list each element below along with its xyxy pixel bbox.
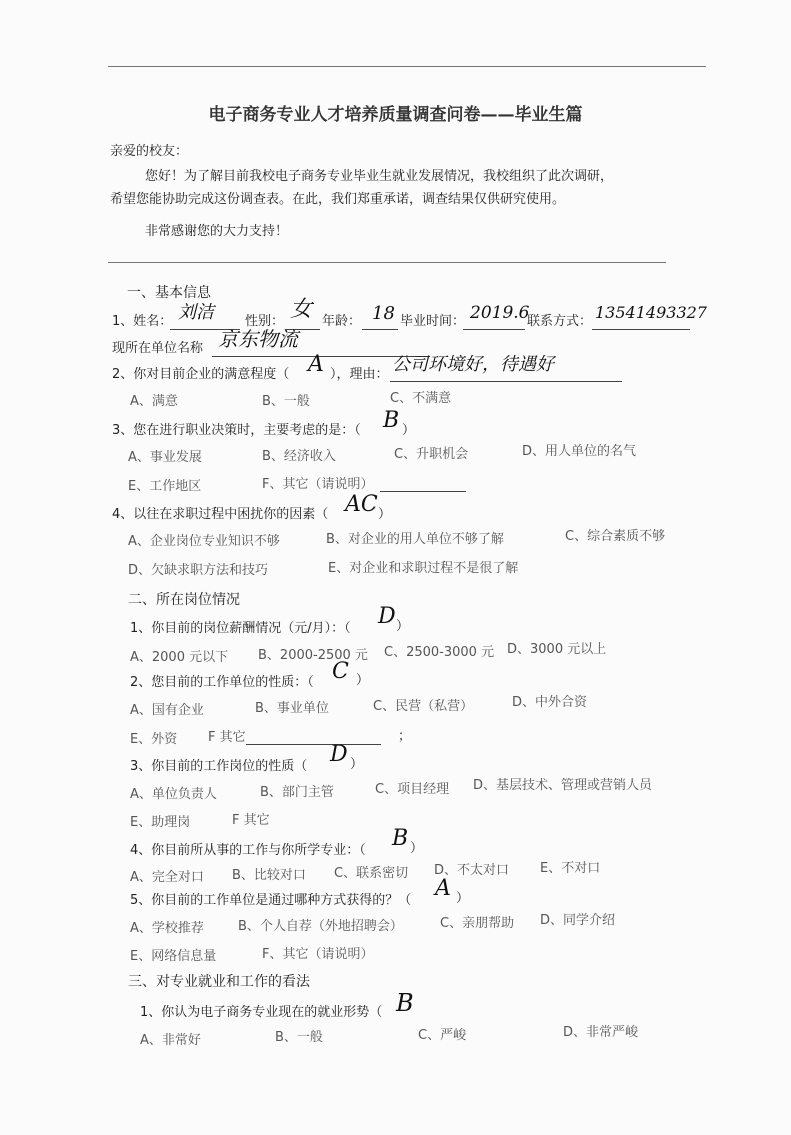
s2q3-option-d: D、基层技术、管理或营销人员: [473, 778, 653, 793]
s2q5-text: 5、你目前的工作单位是通过哪种方式获得的？（: [130, 893, 412, 908]
s3q1-option-c: C、严峻: [418, 1028, 467, 1043]
blank-age: [362, 329, 398, 330]
greeting: 亲爱的校友：: [110, 144, 189, 159]
label-contact: 联系方式：: [527, 314, 593, 329]
s2q3-option-e: E、助理岗: [130, 815, 191, 830]
value-gender: 女: [290, 297, 313, 322]
s3q1-option-b: B、一般: [275, 1030, 323, 1045]
q3-answer: B: [383, 408, 400, 433]
q3-text: 3、您在进行职业决策时，主要考虑的是：（: [112, 423, 361, 438]
s2q4-option-a: A、完全对口: [130, 870, 204, 885]
value-employer: 京东物流: [218, 327, 298, 351]
intro-thanks: 非常感谢您的大力支持！: [145, 224, 289, 239]
s2q3-text: 3、你目前的工作岗位的性质（: [130, 759, 308, 774]
s2q3-option-a: A、单位负责人: [130, 787, 217, 802]
s2q4-option-d: D、不太对口: [434, 863, 510, 878]
q3-option-e: E、工作地区: [128, 479, 202, 494]
label-employer: 现所在单位名称: [112, 341, 204, 356]
s2q1-answer: D: [378, 604, 396, 629]
s2q5-option-e: E、网络信息量: [130, 949, 217, 964]
s2q1-option-d: D、3000 元以上: [507, 642, 607, 657]
label-age: 年龄：: [322, 314, 362, 329]
q3-option-f: F、其它（请说明）: [262, 477, 374, 492]
q4-text: 4、以往在求职过程中困扰你的因素（: [112, 507, 329, 522]
s2q5-option-d: D、同学介绍: [540, 913, 616, 928]
s2q4-text: 4、你目前所从事的工作与你所学专业：（: [130, 843, 366, 858]
q3-option-c: C、升职机会: [394, 447, 469, 462]
q3-option-d: D、用人单位的名气: [522, 444, 637, 459]
s2q1-close: ）: [396, 619, 410, 634]
q4-close: ）: [378, 507, 392, 522]
s3q1-option-d: D、非常严峻: [563, 1025, 639, 1040]
s3q1-option-a: A、非常好: [140, 1033, 201, 1048]
s2q4-option-c: C、联系密切: [334, 866, 409, 881]
s2q1-option-a: A、2000 元以下: [130, 650, 229, 665]
section3-heading: 三、对专业就业和工作的看法: [128, 974, 310, 990]
q3-option-b: B、经济收入: [262, 449, 336, 464]
s2q3-answer: D: [330, 742, 348, 767]
q2-reason-blank: [390, 381, 622, 382]
s3q1-text: 1、你认为电子商务专业现在的就业形势（: [140, 1005, 383, 1020]
s2q2-option-e: E、外资: [130, 732, 178, 747]
value-age: 18: [372, 303, 395, 324]
s3q1-answer: B: [396, 989, 414, 1017]
q3-close: ）: [402, 423, 416, 438]
page-title: 电子商务专业人才培养质量调查问卷——毕业生篇: [208, 105, 583, 125]
s2q4-option-b: B、比较对口: [232, 868, 306, 883]
label-gender: 性别：: [245, 314, 285, 329]
q4-option-a: A、企业岗位专业知识不够: [128, 534, 280, 549]
q4-answer: AC: [345, 492, 378, 517]
q2-reason: 公司环境好，待遇好: [392, 354, 554, 375]
q3-other-blank: [380, 491, 466, 492]
value-grad-time: 2019.6: [470, 303, 530, 323]
q2-option-c: C、不满意: [390, 391, 452, 406]
s2q2-option-b: B、事业单位: [255, 701, 329, 716]
s2q5-answer: A: [435, 876, 451, 901]
q4-option-d: D、欠缺求职方法和技巧: [128, 563, 269, 578]
s2q5-option-c: C、亲朋帮助: [440, 916, 515, 931]
s2q4-close: ）: [410, 841, 424, 856]
s2q3-option-f: F 其它: [232, 813, 270, 828]
s2q3-option-c: C、项目经理: [375, 782, 450, 797]
divider-rule: [108, 262, 666, 263]
s2q2-answer: C: [332, 659, 349, 684]
q2-text: 2、你对目前企业的满意程度（: [112, 367, 290, 382]
label-name: 1、姓名：: [112, 314, 173, 329]
q3-option-a: A、事业发展: [128, 450, 202, 465]
s2q3-close: ）: [350, 757, 364, 772]
value-name: 刘洁: [178, 302, 214, 323]
s2q1-option-b: B、2000-2500 元: [258, 648, 368, 663]
q4-option-e: E、对企业和求职过程不是很了解: [328, 561, 519, 576]
top-rule: [108, 66, 706, 67]
value-contact: 13541493327: [595, 303, 707, 322]
q2-reason-label: ），理由：: [330, 367, 389, 382]
section1-heading: 一、基本信息: [127, 285, 211, 301]
s2q2-option-a: A、国有企业: [130, 703, 204, 718]
s2q4-option-e: E、不对口: [540, 861, 601, 876]
s2q3-option-b: B、部门主管: [260, 785, 334, 800]
s2q5-option-b: B、个人自荐（外地招聘会）: [238, 919, 403, 934]
s2q2-option-f: F 其它: [208, 730, 246, 745]
s2q1-option-c: C、2500-3000 元: [384, 645, 495, 660]
q4-option-c: C、综合素质不够: [565, 529, 666, 544]
s2q2-other-blank: [246, 744, 381, 745]
q2-option-b: B、一般: [262, 394, 310, 409]
s2q5-option-a: A、学校推荐: [130, 921, 204, 936]
s2q2-text: 2、您目前的工作单位的性质：（: [130, 675, 314, 690]
intro-line-1: 您好！为了解目前我校电子商务专业毕业生就业发展情况，我校组织了此次调研，: [145, 169, 614, 184]
s2q2-option-d: D、中外合资: [512, 695, 588, 710]
label-grad-time: 毕业时间：: [400, 314, 466, 329]
q2-option-a: A、满意: [130, 394, 178, 409]
s2q2-close: ）: [356, 673, 370, 688]
s2q2-tail: ；: [398, 729, 412, 744]
intro-line-2: 希望您能协助完成这份调查表。在此，我们郑重承诺，调查结果仅供研究使用。: [110, 192, 566, 207]
s2q4-answer: B: [392, 826, 409, 851]
s2q2-option-c: C、民营（私营）: [373, 699, 474, 714]
q4-option-b: B、对企业的用人单位不够了解: [326, 532, 504, 547]
s2q1-text: 1、你目前的岗位薪酬情况（元/月）：（: [130, 621, 351, 636]
blank-grad-time: [463, 329, 525, 330]
section2-heading: 二、所在岗位情况: [128, 592, 240, 608]
s2q5-close: ）: [456, 891, 470, 906]
blank-contact: [592, 329, 690, 330]
s2q5-option-f: F、其它（请说明）: [262, 947, 374, 962]
q2-answer: A: [308, 352, 324, 377]
